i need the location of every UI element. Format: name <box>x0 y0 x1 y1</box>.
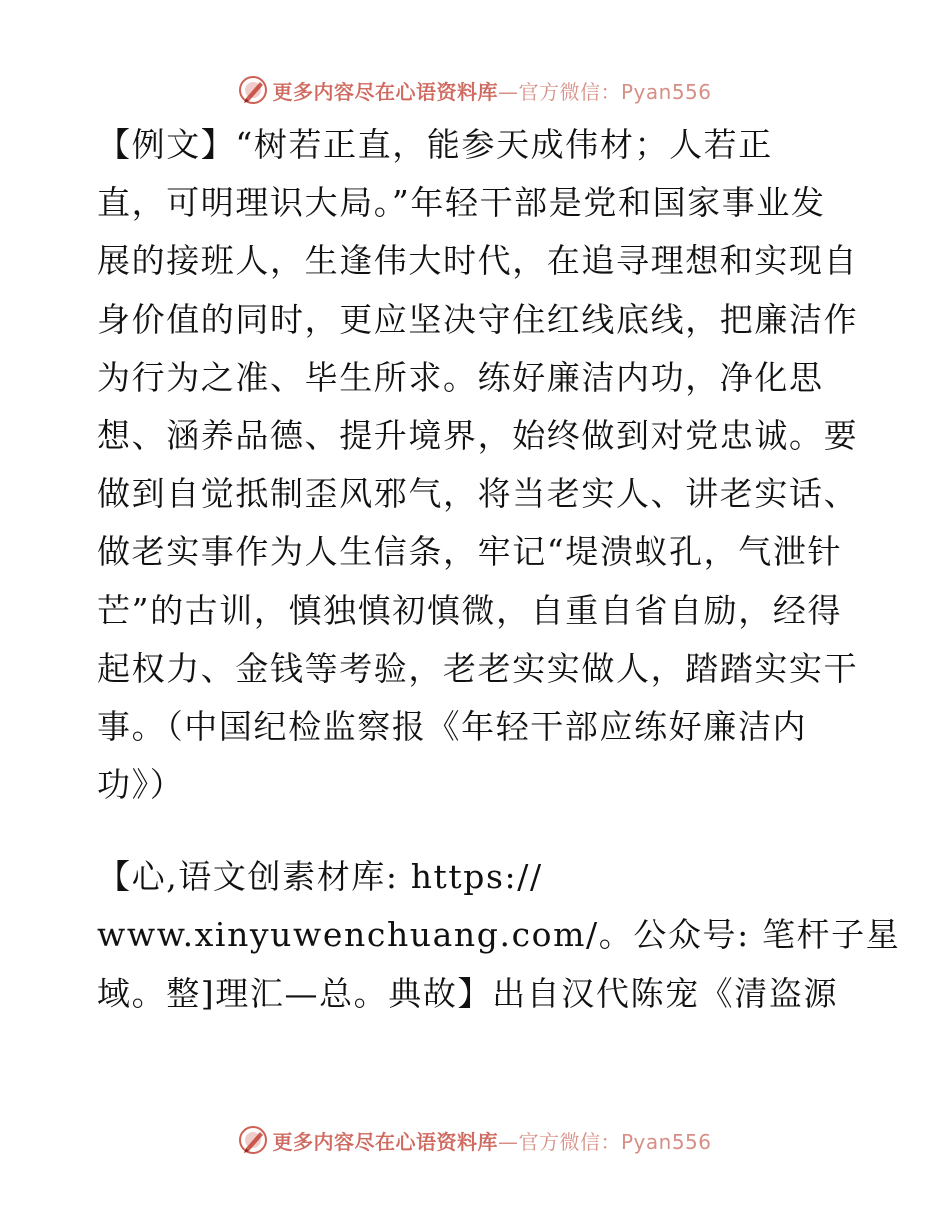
text-line: 想、涵养品德、提升境界，始终做到对党忠诚。要 <box>97 415 859 455</box>
text-line: 展的接班人，生逢伟大时代，在追寻理想和实现自 <box>97 241 859 281</box>
header-banner-official: 官方微信： <box>518 79 621 104</box>
text-line: 做到自觉抵制歪风邪气，将当老实人、讲老实话、 <box>97 474 859 514</box>
paragraph-gap <box>97 814 857 848</box>
text-line: 起权力、金钱等考验，老老实实做人，踏踏实实干 <box>97 648 859 688</box>
header-banner-wechat: Pyan556 <box>620 79 712 104</box>
document-body <box>97 116 901 1023</box>
header-banner-text <box>272 76 711 105</box>
header-banner <box>0 70 950 110</box>
text-line: 为行为之准、毕生所求。练好廉洁内功，净化思 <box>97 357 824 397</box>
text-line: 芒”的古训，慎独慎初慎微，自重自省自励，经得 <box>97 590 843 630</box>
text-line: 事。（中国纪检监察报《年轻干部应练好廉洁内 <box>97 706 808 746</box>
text-line: www.xinyuwenchuang.com/。公众号: 笔杆子星 <box>97 915 901 955</box>
footer-banner-title: 更多内容尽在心语资料库 <box>272 1129 498 1154</box>
footer-banner-text <box>272 1126 711 1155</box>
text-line: 身价值的同时，更应坚决守住红线底线，把廉洁作 <box>97 299 859 339</box>
text-line: 直，可明理识大局。”年轻干部是党和国家事业发 <box>97 183 826 223</box>
text-line: 功》） <box>97 765 185 805</box>
footer-banner-official: 官方微信： <box>518 1129 621 1154</box>
pen-logo-icon <box>238 1125 268 1155</box>
text-line: 【心,语文创素材库: https:// <box>97 857 543 897</box>
text-line: 域。整]理汇—总。典故】出自汉代陈宠《清盗源 <box>97 973 839 1013</box>
header-banner-title: 更多内容尽在心语资料库 <box>272 79 498 104</box>
paragraph-example <box>97 116 857 814</box>
text-line: 【例文】“树若正直，能参天成伟材；人若正 <box>97 125 773 164</box>
footer-banner-dash: — <box>497 1129 519 1154</box>
header-banner-dash: — <box>497 79 519 104</box>
pen-logo-icon <box>238 75 268 105</box>
text-line: 做老实事作为人生信条，牢记“堤溃蚁孔，气泄针 <box>97 532 843 572</box>
paragraph-source <box>97 848 901 1023</box>
footer-banner <box>0 1120 950 1160</box>
footer-banner-wechat: Pyan556 <box>620 1129 712 1154</box>
